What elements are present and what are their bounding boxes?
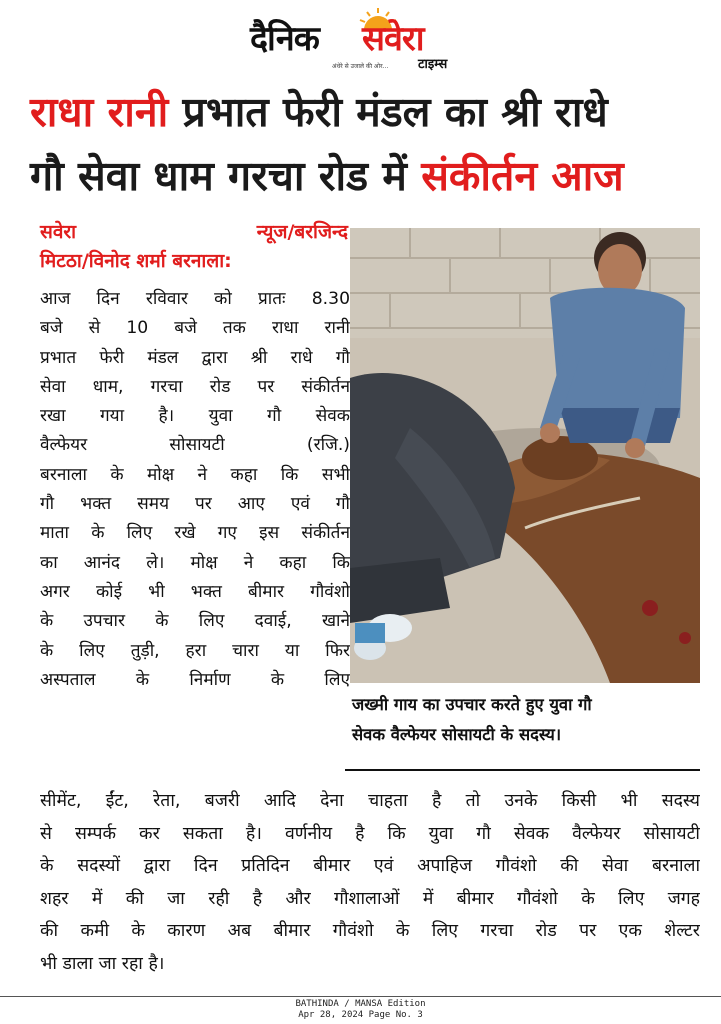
logo-word-dainik: दैनिक <box>250 19 319 59</box>
article-line: गौ भक्त समय पर आए एवं गौ <box>40 494 350 515</box>
caption-divider <box>345 769 700 771</box>
footer-date-page: Apr 28, 2024 Page No. 3 <box>298 1010 423 1020</box>
headline-line-2 <box>30 144 700 208</box>
article-line: से सम्पर्क कर सकता है। वर्णनीय है कि युवा गौ सेवक वैल्फेयर सोसायटी <box>40 823 700 844</box>
article-line: सीमेंट, ईंट, रेता, बजरी आदि देना चाहता है तो उनके किसी भी सदस्य <box>40 791 700 811</box>
caption-line-1: जख्मी गाय का उपचार करते हुए युवा गौ <box>352 695 592 714</box>
article-full-width <box>40 785 700 981</box>
headline <box>30 80 700 208</box>
article-line: वैल्फेयर सोसायटी (रजि.) <box>40 435 350 456</box>
byline <box>40 218 348 276</box>
article-line: अगर कोई भी भक्त बीमार गौवंशो <box>40 581 350 602</box>
logo-word-times: टाइम्स <box>418 57 448 72</box>
photo-illustration <box>350 228 700 683</box>
headline-text-2: गौ सेवा धाम गरचा रोड में <box>30 152 422 200</box>
byline-reporter: न्यूज/बरजिन्द <box>256 221 348 243</box>
photo-caption <box>352 690 702 750</box>
article-line: माता के लिए रखे गए इस संकीर्तन <box>40 523 350 544</box>
byline-line-1 <box>40 218 348 247</box>
headline-line-1 <box>30 80 700 144</box>
headline-text-1: प्रभात फेरी मंडल का श्री राधे <box>168 88 608 136</box>
newspaper-logo[interactable] <box>250 14 480 74</box>
article-line: के लिए तुड़ी, हरा चारा या फिर <box>40 640 350 661</box>
logo-tagline: अंधेरे से उजाले की ओर... <box>332 63 389 70</box>
news-photo[interactable] <box>350 228 700 683</box>
article-line: की कमी के कारण अब बीमार गौवंशो के लिए गरचा रोड पर एक शेल्टर <box>40 921 700 942</box>
article-line: भी डाला जा रहा है। <box>40 953 165 974</box>
headline-highlight-2: संकीर्तन आज <box>421 152 624 200</box>
article-line: शहर में की जा रही है और गौशालाओं में बीमार गौवंशो के लिए जगह <box>40 888 700 909</box>
article-line: प्रभात फेरी मंडल द्वारा श्री राधे गौ <box>40 347 350 368</box>
article-column <box>40 285 350 695</box>
logo-word-savera: सवेरा <box>362 19 424 59</box>
article-line: के सदस्यों द्वारा दिन प्रतिदिन बीमार एवं अपाहिज गौवंशो की सेवा बरनाला <box>40 856 700 877</box>
masthead <box>0 6 721 72</box>
article-line: सेवा धाम, गरचा रोड पर संकीर्तन <box>40 376 350 397</box>
footer-edition: BATHINDA / MANSA Edition <box>295 999 426 1009</box>
headline-highlight-1: राधा रानी <box>30 88 169 136</box>
article-line: बरनाला के मोक्ष ने कहा कि सभी <box>40 464 350 485</box>
byline-line-2: मिटठा/विनोद शर्मा बरनाला: <box>40 250 232 272</box>
article-line: के उपचार के लिए दवाई, खाने <box>40 611 350 632</box>
caption-line-2: सेवक वैल्फेयर सोसायटी के सदस्य। <box>352 725 562 744</box>
article-line: रखा गया है। युवा गौ सेवक <box>40 406 350 427</box>
footer <box>0 999 721 1021</box>
article-line: अस्पताल के निर्माण के लिए <box>40 669 350 690</box>
footer-divider <box>0 996 721 997</box>
article-line: बजे से 10 बजे तक राधा रानी <box>40 318 350 339</box>
byline-source: सवेरा <box>40 221 77 243</box>
article-line: आज दिन रविवार को प्रातः 8.30 <box>40 289 350 309</box>
article-line: का आनंद ले। मोक्ष ने कहा कि <box>40 552 350 573</box>
